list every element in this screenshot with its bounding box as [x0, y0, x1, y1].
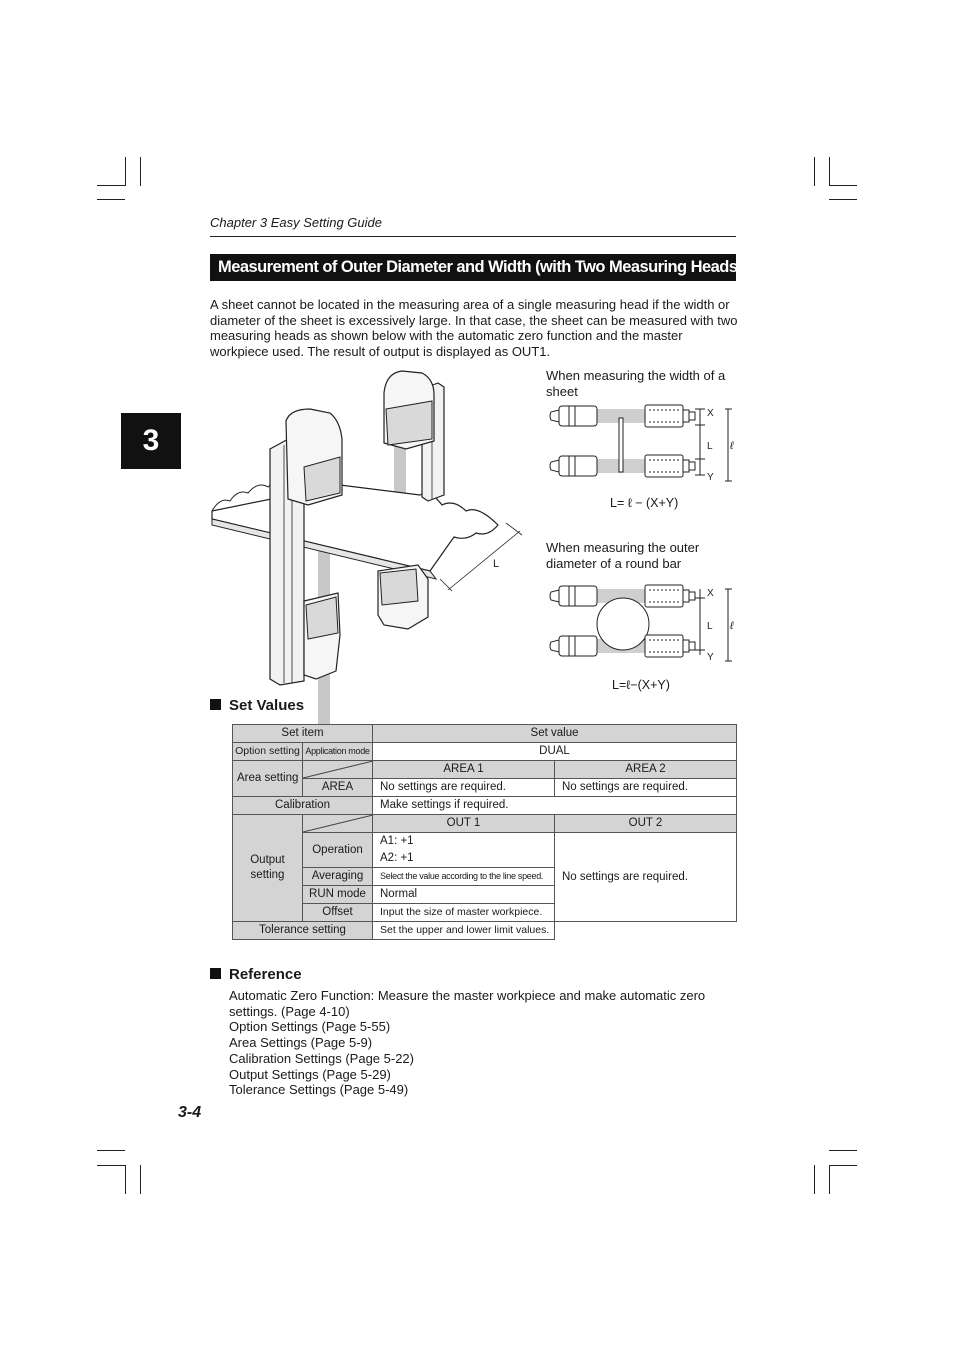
receiver-head-icon — [645, 405, 695, 427]
table-cell: OUT 1 — [373, 815, 555, 833]
table-cell: Set the upper and lower limit values. — [373, 922, 555, 940]
table-cell: Area setting — [233, 761, 303, 797]
list-item: Output Settings (Page 5-29) — [229, 1066, 391, 1082]
intro-paragraph: A sheet cannot be located in the measuring area of a single measuring head if the width or diameter of the sheet is excessively large. In that case, the sheet can be measured with two measuring heads as shown below with the automatic zero function and the master workpiece used. The result of output is displayed as OUT1. — [210, 297, 738, 359]
crop-mark — [829, 185, 857, 186]
table-cell: Application mode — [303, 743, 373, 761]
dimension-label-l: L — [493, 558, 500, 570]
set-values-table — [232, 724, 737, 940]
table-row — [233, 797, 737, 815]
table-row — [233, 815, 737, 833]
table-row — [233, 922, 737, 940]
chapter-tab: 3 — [121, 413, 181, 469]
sheet-width-diagram — [545, 400, 740, 490]
table-cell: Tolerance setting — [233, 922, 373, 940]
crop-mark — [97, 199, 125, 200]
crop-mark — [829, 1150, 857, 1151]
table-cell: Normal — [373, 886, 555, 904]
table-cell: Output setting — [233, 815, 303, 922]
label-y: Y — [707, 652, 714, 663]
table-cell: No settings are required. — [555, 779, 737, 797]
diagonal-cell — [303, 761, 373, 779]
table-cell: AREA 1 — [373, 761, 555, 779]
sensor-head-icon — [550, 636, 597, 656]
table-row — [233, 761, 737, 779]
table-cell: OUT 2 — [555, 815, 737, 833]
table-cell: Averaging — [303, 868, 373, 886]
bar-caption: When measuring the outer diameter of a round bar — [546, 540, 700, 571]
crop-mark — [140, 157, 141, 186]
receiver-head-icon — [645, 635, 695, 657]
table-cell: RUN mode — [303, 886, 373, 904]
label-ell: ℓ — [730, 440, 734, 452]
table-row — [233, 725, 737, 743]
table-row — [233, 833, 737, 851]
table-cell: Input the size of master workpiece. — [373, 904, 555, 922]
list-item: Tolerance Settings (Page 5-49) — [229, 1082, 409, 1098]
square-bullet-icon — [210, 699, 221, 710]
header-rule — [210, 236, 736, 237]
square-bullet-icon — [210, 968, 221, 979]
label-l: L — [707, 621, 713, 632]
chapter-header: Chapter 3 Easy Setting Guide — [210, 215, 382, 230]
list-item: Area Settings (Page 5-9) — [229, 1035, 373, 1051]
crop-mark — [829, 157, 830, 186]
crop-mark — [125, 1165, 126, 1194]
receiver-head-icon — [645, 455, 695, 477]
table-row — [233, 743, 737, 761]
table-cell: AREA 2 — [555, 761, 737, 779]
label-l: L — [707, 441, 713, 452]
measuring-heads-illustration — [208, 365, 528, 687]
diagonal-cell — [303, 815, 373, 833]
sensor-head-icon — [550, 406, 597, 426]
list-item: Automatic Zero Function: Measure the master workpiece and make automatic zero settings. (Page 4-10) — [229, 988, 706, 1019]
table-header-cell: Set item — [233, 725, 373, 743]
table-cell: No settings are required. — [555, 833, 737, 922]
table-cell: Operation — [303, 833, 373, 868]
crop-mark — [829, 199, 857, 200]
table-cell: AREA — [303, 779, 373, 797]
set-values-heading-text: Set Values — [229, 697, 305, 714]
label-y: Y — [707, 472, 714, 483]
table-cell: Make settings if required. — [373, 797, 737, 815]
table-cell: DUAL — [373, 743, 737, 761]
label-x: X — [707, 408, 714, 419]
table-cell: Select the value according to the line speed. — [373, 868, 555, 886]
round-bar-diagram — [545, 580, 740, 670]
list-item: Calibration Settings (Page 5-22) — [229, 1050, 414, 1066]
table-cell: No settings are required. — [373, 779, 555, 797]
list-item: Option Settings (Page 5-55) — [229, 1019, 391, 1035]
sheet-formula: L= ℓ − (X+Y) — [610, 496, 679, 510]
section-title: Measurement of Outer Diameter and Width (with Two Measuring Heads for Larger Objects) — [210, 254, 736, 281]
page-number: 3-4 — [178, 1104, 202, 1121]
table-cell: Calibration — [233, 797, 373, 815]
label-x: X — [707, 588, 714, 599]
crop-mark — [97, 1150, 125, 1151]
label-ell: ℓ — [730, 620, 734, 632]
table-cell: A2: +1 — [373, 850, 555, 868]
crop-mark — [829, 1165, 857, 1166]
table-cell: Option setting — [233, 743, 303, 761]
crop-mark — [814, 1165, 815, 1194]
table-cell: Offset — [303, 904, 373, 922]
bar-formula: L=ℓ−(X+Y) — [612, 678, 670, 692]
crop-mark — [97, 1165, 125, 1166]
sheet-caption: When measuring the width of a sheet — [546, 368, 726, 399]
crop-mark — [829, 1165, 830, 1194]
crop-mark — [97, 185, 125, 186]
reference-heading-text: Reference — [229, 966, 302, 983]
reference-list — [229, 988, 729, 1098]
receiver-head-icon — [645, 585, 695, 607]
table-cell: A1: +1 — [373, 833, 555, 851]
crop-mark — [140, 1165, 141, 1194]
crop-mark — [125, 157, 126, 186]
crop-mark — [814, 157, 815, 186]
sensor-head-icon — [550, 586, 597, 606]
sensor-head-icon — [550, 456, 597, 476]
table-header-cell: Set value — [373, 725, 737, 743]
set-values-heading — [210, 697, 304, 714]
table-row — [233, 779, 737, 797]
reference-heading — [210, 966, 302, 983]
